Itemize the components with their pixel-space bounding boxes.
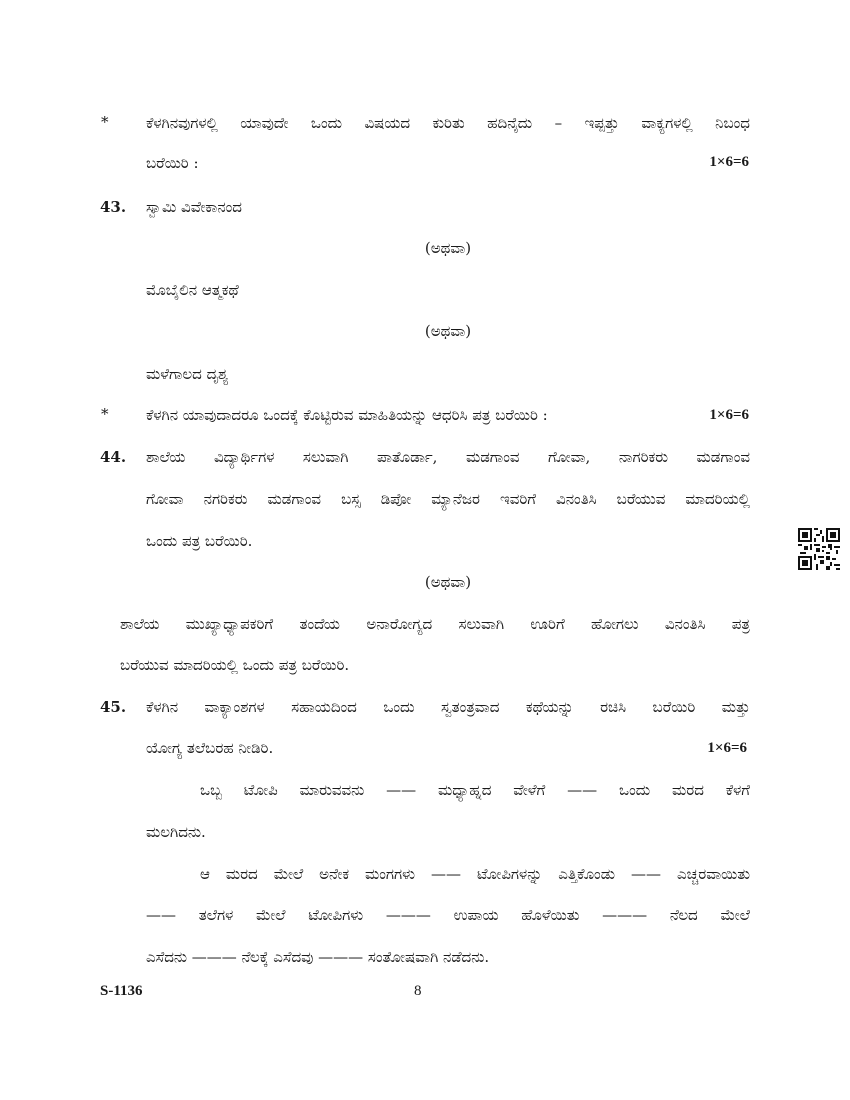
page-number: 8 bbox=[414, 983, 422, 999]
marks-label: 1×6=6 bbox=[709, 407, 749, 423]
section-marker: * bbox=[101, 405, 109, 423]
question-number: 45. bbox=[100, 698, 127, 716]
question-number: 44. bbox=[100, 448, 127, 466]
section-marker: * bbox=[101, 113, 109, 131]
or-separator: (ಅಥವಾ) bbox=[424, 322, 472, 340]
question-line: ಒಂದು ಪತ್ರ ಬರೆಯಿರಿ. bbox=[146, 532, 253, 550]
instruction-line: ಕೆಳಗಿನವುಗಳಲ್ಲಿ ಯಾವುದೇ ಒಂದು ವಿಷಯದ ಕುರಿತು ಹದಿನೈದು – ಇಪ್ಪತ್ತು ವಾಕ್ಯಗಳಲ್ಲಿ ನಿಬಂಧ bbox=[146, 114, 750, 132]
or-separator: (ಅಥವಾ) bbox=[424, 573, 472, 591]
essay-topic: ಮೊಬೈಲಿನ ಆತ್ಮಕಥೆ bbox=[146, 281, 239, 299]
story-clue-line: ಆ ಮರದ ಮೇಲೆ ಅನೇಕ ಮಂಗಗಳು —— ಟೋಪಿಗಳನ್ನು ಎತ್ತಿಕೊಂಡು —— ಎಚ್ಚರವಾಯಿತು bbox=[200, 865, 750, 883]
marks-label: 1×6=6 bbox=[709, 154, 749, 170]
or-separator: (ಅಥವಾ) bbox=[424, 239, 472, 257]
question-line: ಯೋಗ್ಯ ತಲೆಬರಹ ನೀಡಿರಿ. bbox=[146, 739, 274, 757]
question-line: ಶಾಲೆಯ ಮುಖ್ಯಾಧ್ಯಾಪಕರಿಗೆ ತಂದೆಯ ಅನಾರೋಗ್ಯದ ಸಲುವಾಗಿ ಊರಿಗೆ ಹೋಗಲು ವಿನಂತಿಸಿ ಪತ್ರ bbox=[120, 615, 750, 633]
story-clue-line: ಮಲಗಿದನು. bbox=[146, 823, 206, 841]
question-number: 43. bbox=[100, 198, 127, 216]
instruction-line: ಬರೆಯಿರಿ : bbox=[146, 154, 199, 172]
question-line: ಗೋವಾ ನಗರಿಕರು ಮಡಗಾಂವ ಬಸ್ಸ ಡಿಪೋ ಮ್ಯಾನೆಜರ ಇವರಿಗೆ ವಿನಂತಿಸಿ ಬರೆಯುವ ಮಾದರಿಯಲ್ಲಿ bbox=[146, 490, 750, 508]
question-line: ಕೆಳಗಿನ ವಾಕ್ಯಾಂಶಗಳ ಸಹಾಯದಿಂದ ಒಂದು ಸ್ವತಂತ್ರವಾದ ಕಥೆಯನ್ನು ರಚಿಸಿ ಬರೆಯಿರಿ ಮತ್ತು bbox=[146, 698, 750, 716]
essay-topic: ಸ್ವಾಮಿ ವಿವೇಕಾನಂದ bbox=[146, 198, 242, 216]
story-clue-line: —— ತಲೆಗಳ ಮೇಲೆ ಟೋಪಿಗಳು ——— ಉಪಾಯ ಹೊಳೆಯಿತು ——— ನೆಲದ ಮೇಲೆ bbox=[146, 906, 750, 924]
question-line: ಶಾಲೆಯ ವಿದ್ಯಾರ್ಥಿಗಳ ಸಲುವಾಗಿ ಪಾತೊರ್ಡಾ, ಮಡಗಾಂವ ಗೋವಾ, ನಾಗರಿಕರು ಮಡಗಾಂವ bbox=[146, 448, 750, 466]
question-line: ಬರೆಯುವ ಮಾದರಿಯಲ್ಲಿ ಒಂದು ಪತ್ರ ಬರೆಯಿರಿ. bbox=[120, 656, 350, 674]
marks-label: 1×6=6 bbox=[707, 740, 747, 756]
qr-code-icon bbox=[798, 528, 840, 570]
essay-topic: ಮಳೆಗಾಲದ ದೃಶ್ಯ bbox=[146, 365, 229, 383]
story-clue-line: ಎಸೆದನು ——— ನೆಲಕ್ಕೆ ಎಸೆದವು ——— ಸಂತೋಷವಾಗಿ ನಡೆದನು. bbox=[146, 948, 490, 966]
instruction-line: ಕೆಳಗಿನ ಯಾವುದಾದರೂ ಒಂದಕ್ಕೆ ಕೊಟ್ಟಿರುವ ಮಾಹಿತಿಯನ್ನು ಆಧರಿಸಿ ಪತ್ರ ಬರೆಯಿರಿ : bbox=[146, 406, 548, 424]
paper-code: S-1136 bbox=[100, 983, 143, 999]
story-clue-line: ಒಬ್ಬ ಟೋಪಿ ಮಾರುವವನು —— ಮಧ್ಯಾಹ್ನದ ವೇಳೆಗೆ —— ಒಂದು ಮರದ ಕೆಳಗೆ bbox=[200, 781, 750, 799]
